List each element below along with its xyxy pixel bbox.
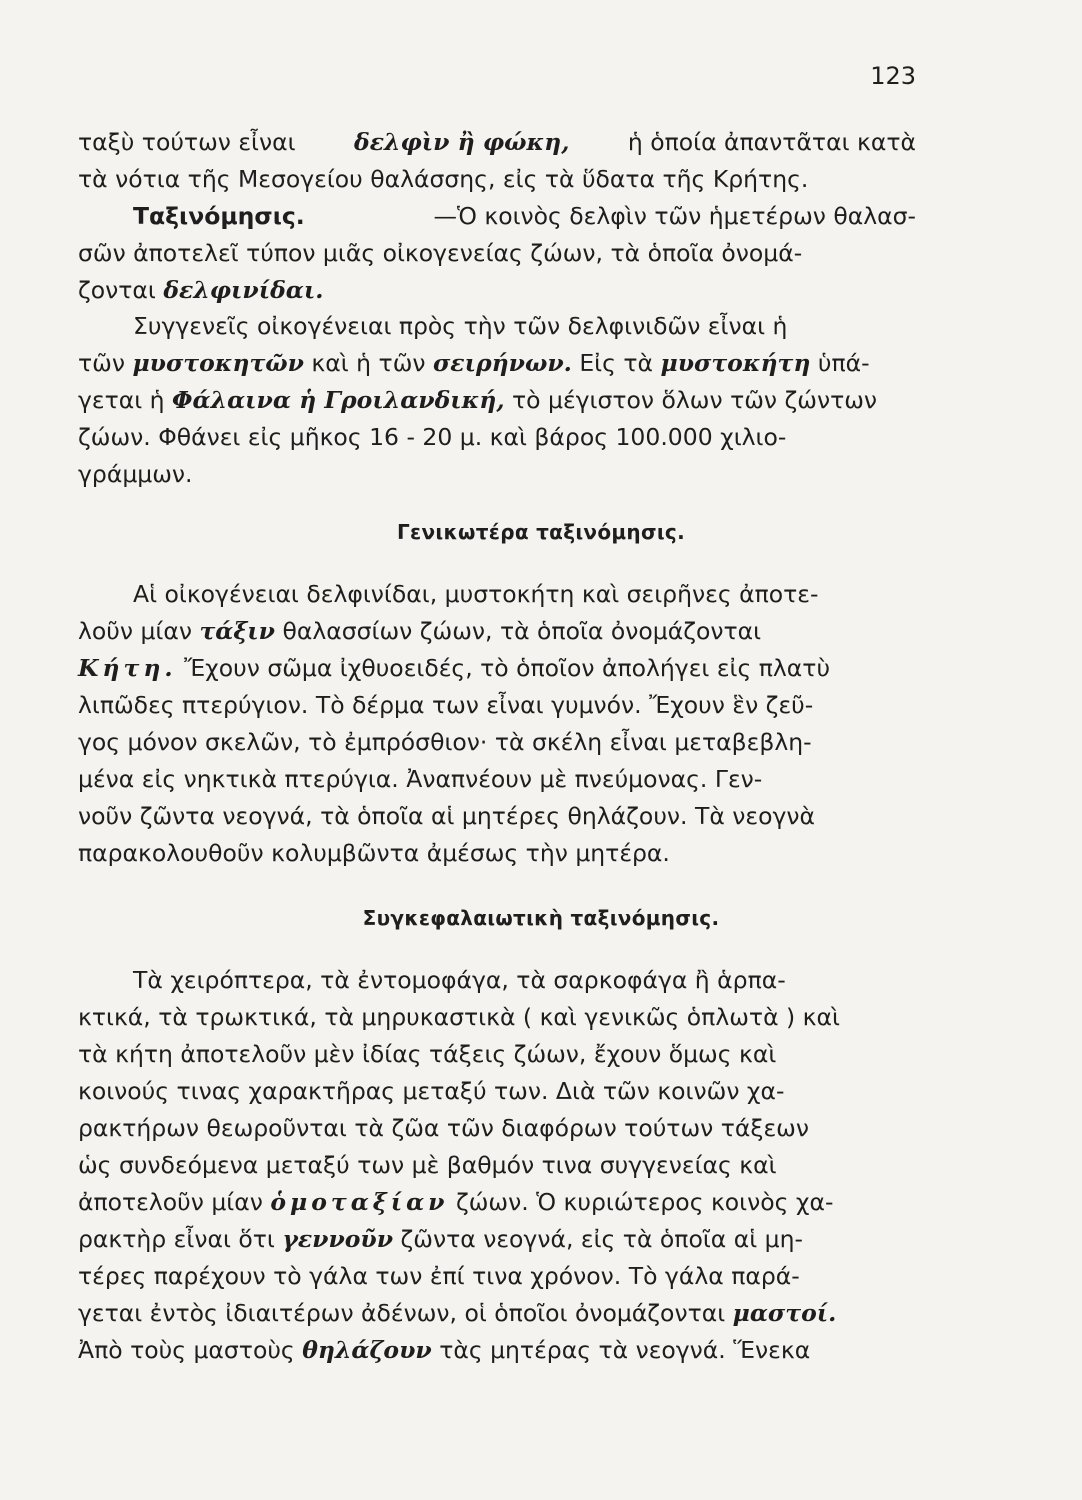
text-line: Ἀπὸ τοὺς μαστοὺς θηλάζουν τὰς μητέρας τὰ νεογνά. Ἕνεκα (78, 1336, 811, 1364)
section-lead-term: Ταξινόμησις. (133, 202, 305, 230)
emphasis-term: ὁμοταξίαν (270, 1188, 449, 1216)
text-line: Κήτη. Ἔχουν σῶμα ἰχθυοειδές, τὸ ὁποῖον ἀπολήγει εἰς πλατὺ (78, 654, 831, 682)
text-line: τέρες παρέχουν τὸ γάλα των ἐπί τινα χρόνον. Τὸ γάλα παρά- (78, 1262, 800, 1290)
section-heading-summary: Συγκεφαλαιωτικὴ ταξινόμησις. (362, 906, 720, 930)
text-line: γράμμων. (78, 460, 193, 488)
text-line: κοινούς τινας χαρακτῆρας μεταξύ των. Διὰ τῶν κοινῶν χα- (78, 1077, 785, 1105)
text-line: σῶν ἀποτελεῖ τύπον μιᾶς οἰκογενείας ζώων, τὰ ὁποῖα ὀνομά- (78, 239, 803, 267)
text-line: κτικά, τὰ τρωκτικά, τὰ μηρυκαστικὰ ( καὶ γενικῶς ὁπλωτὰ ) καὶ (78, 1003, 840, 1031)
text-line: τὰ κήτη ἀποτελοῦν μὲν ἰδίας τάξεις ζώων, ἔχουν ὅμως καὶ (78, 1040, 777, 1068)
text-line: παρακολουθοῦν κολυμβῶντα ἀμέσως τὴν μητέρα. (78, 839, 670, 867)
text-line: Συγγενεῖς οἰκογένειαι πρὸς τὴν τῶν δελφινιδῶν εἶναι ἡ (133, 312, 788, 340)
text-line: Ταξινόμησις. —Ὁ κοινὸς δελφὶν τῶν ἡμετέρων θαλασ- (78, 198, 916, 235)
paragraph-3 (78, 308, 916, 493)
text-line: Τὰ χειρόπτερα, τὰ ἐντομοφάγα, τὰ σαρκοφάγα ἢ ἁρπα- (133, 966, 786, 994)
text-line: τῶν μυστοκητῶν καὶ ἡ τῶν σειρήνων. Εἰς τὰ μυστοκήτη ὑπά- (78, 349, 870, 377)
text-line: ζονται δελφινίδαι. (78, 276, 324, 304)
text-line: τὰ νότια τῆς Μεσογείου θαλάσσης, εἰς τὰ ὕδατα τῆς Κρήτης. (78, 165, 809, 193)
text-line: νοῦν ζῶντα νεογνά, τὰ ὁποῖα αἱ μητέρες θηλάζουν. Τὰ νεογνὰ (78, 802, 816, 830)
text-line: ταξὺ τούτων εἶναι δελφὶν ἢ φώκη, ἡ ὁποία ἀπαντᾶται κατὰ (78, 124, 916, 161)
emphasis-term: μαστοί. (732, 1299, 837, 1327)
emphasis-term: σειρήνων. (432, 349, 572, 377)
text-line: ρακτήρων θεωροῦνται τὰ ζῶα τῶν διαφόρων τούτων τάξεων (78, 1114, 809, 1142)
text-line: μένα εἰς νηκτικὰ πτερύγια. Ἀναπνέουν μὲ πνεύμονας. Γεν- (78, 765, 763, 793)
text-line: λιπῶδες πτερύγιον. Τὸ δέρμα των εἶναι γυμνόν. Ἔχουν ἓν ζεῦ- (78, 691, 814, 719)
emphasis-term: δελφινίδαι. (163, 276, 324, 304)
section-heading-general: Γενικωτέρα ταξινόμησις. (397, 520, 685, 544)
text-line: Αἱ οἰκογένειαι δελφινίδαι, μυστοκήτη καὶ σειρῆνες ἀποτε- (133, 580, 819, 608)
page-number: 123 (870, 62, 916, 90)
emphasis-term: μυστοκήτη (660, 349, 811, 377)
text-line: ὡς συνδεόμενα μεταξύ των μὲ βαθμόν τινα συγγενείας καὶ (78, 1151, 777, 1179)
emphasis-term: μυστοκητῶν (132, 349, 304, 377)
paragraph-5 (78, 962, 916, 1369)
emphasis-term: θηλάζουν (302, 1336, 432, 1364)
text-line: γεται ἐντὸς ἰδιαιτέρων ἀδένων, οἱ ὁποῖοι ὀνομάζονται μαστοί. (78, 1299, 837, 1327)
text-line: γος μόνον σκελῶν, τὸ ἐμπρόσθιον· τὰ σκέλη εἶναι μεταβεβλη- (78, 728, 812, 756)
paragraph-4 (78, 576, 916, 872)
paragraph-2 (78, 198, 916, 309)
emphasis-term: γεννοῦν (282, 1225, 394, 1253)
paragraph-1 (78, 124, 916, 198)
text-line: ζώων. Φθάνει εἰς μῆκος 16 - 20 μ. καὶ βάρος 100.000 χιλιο- (78, 423, 787, 451)
text-line: λοῦν μίαν τάξιν θαλασσίων ζώων, τὰ ὁποῖα ὀνομάζονται (78, 617, 762, 645)
text-line: ἀποτελοῦν μίαν ὁμοταξίαν ζώων. Ὁ κυριώτερος κοινὸς χα- (78, 1188, 834, 1216)
text-line: ρακτὴρ εἶναι ὅτι γεννοῦν ζῶντα νεογνά, εἰς τὰ ὁποῖα αἱ μη- (78, 1225, 803, 1253)
emphasis-term: δελφὶν ἢ φώκη, (354, 128, 570, 156)
emphasis-term: τάξιν (199, 617, 275, 645)
text-line: γεται ἡ Φάλαινα ἡ Γροιλανδική, τὸ μέγιστον ὅλων τῶν ζώντων (78, 386, 878, 414)
emphasis-term: Φάλαινα ἡ Γροιλανδική, (172, 386, 505, 414)
emphasis-term: Κήτη. (78, 654, 177, 682)
